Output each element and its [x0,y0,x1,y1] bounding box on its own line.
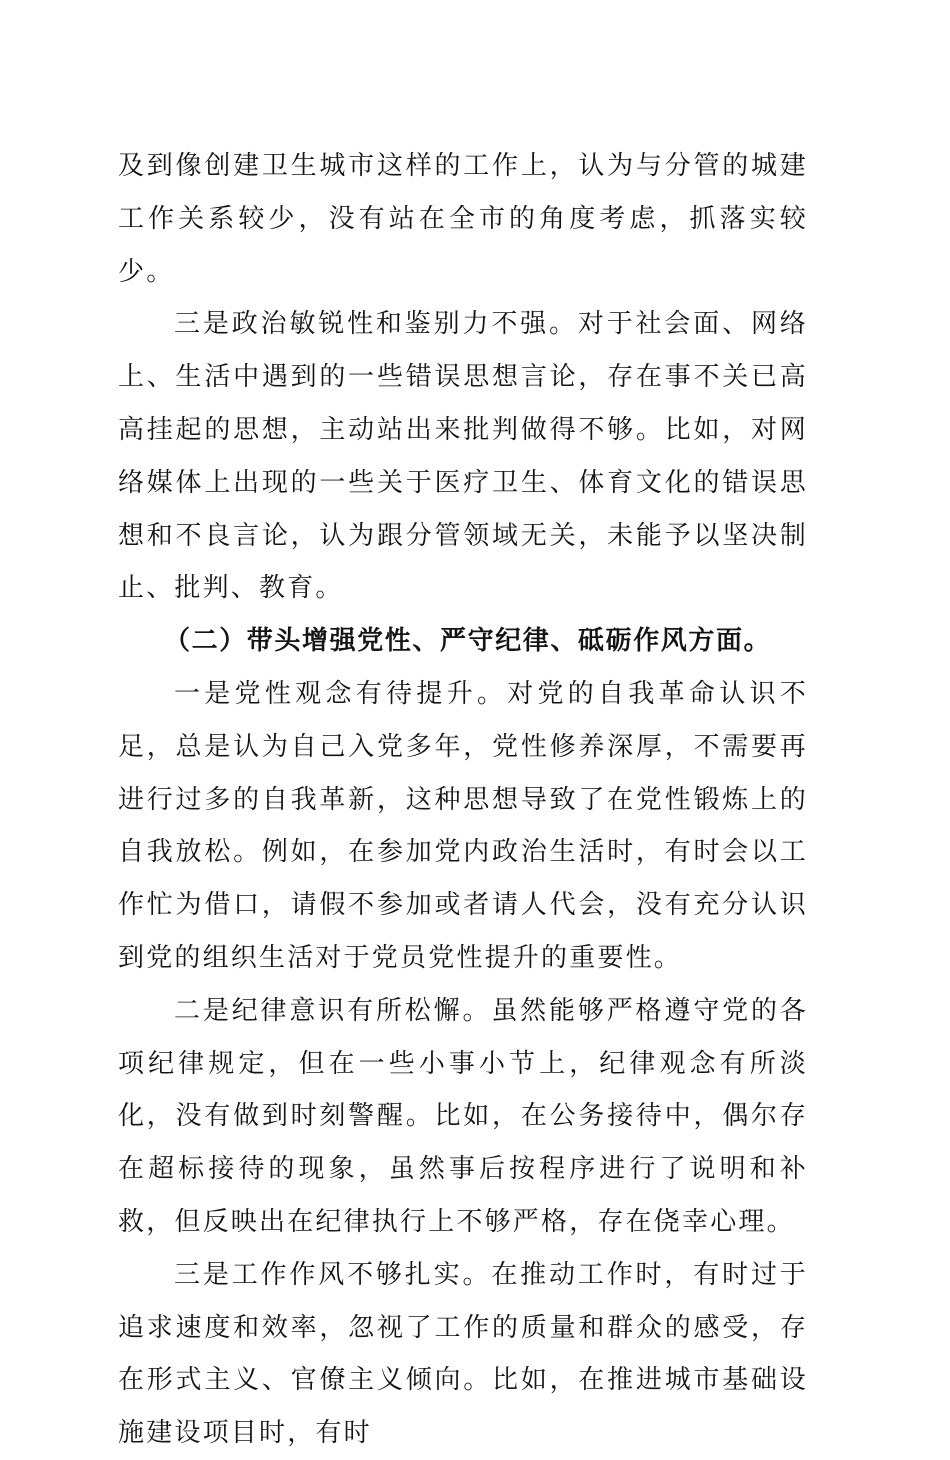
paragraph-political-sensitivity: 三是政治敏锐性和鉴别力不强。对于社会面、网络上、生活中遇到的一些错误思想言论，存在事不关已高高挂起的思想，主动站出来批判做得不够。比如，对网络媒体上出现的一些关于医疗卫生、体育文化的错误思想和不良言论，认为跟分管领域无关，未能予以坚决制止、批判、教育。 [118,309,808,604]
section-heading: （二）带头增强党性、严守纪律、砥砺作风方面。 [164,626,772,657]
paragraph-party-spirit: 一是党性观念有待提升。对党的自我革命认识不足，总是认为自己入党多年，党性修养深厚，不需要再进行过多的自我革新，这种思想导致了在党性锻炼上的自我放松。例如，在参加党内政治生活时，有时会以工作忙为借口，请假不参加或者请人代会，没有充分认识到党的组织生活对于党员党性提升的重要性。 [118,678,808,973]
paragraph-continuation: 及到像创建卫生城市这样的工作上，认为与分管的城建工作关系较少，没有站在全市的角度考虑，抓落实较少。 [118,151,808,287]
paragraph-work-style: 三是工作作风不够扎实。在推动工作时，有时过于追求速度和效率，忽视了工作的质量和群众的感受，存在形式主义、官僚主义倾向。比如，在推进城市基础设施建设项目时，有时 [118,1259,808,1449]
document-body [118,140,808,1460]
paragraph-discipline: 二是纪律意识有所松懈。虽然能够严格遵守党的各项纪律规定，但在一些小事小节上，纪律观念有所淡化，没有做到时刻警醒。比如，在公务接待中，偶尔存在超标接待的现象，虽然事后按程序进行了说明和补救，但反映出在纪律执行上不够严格，存在侥幸心理。 [118,995,808,1237]
